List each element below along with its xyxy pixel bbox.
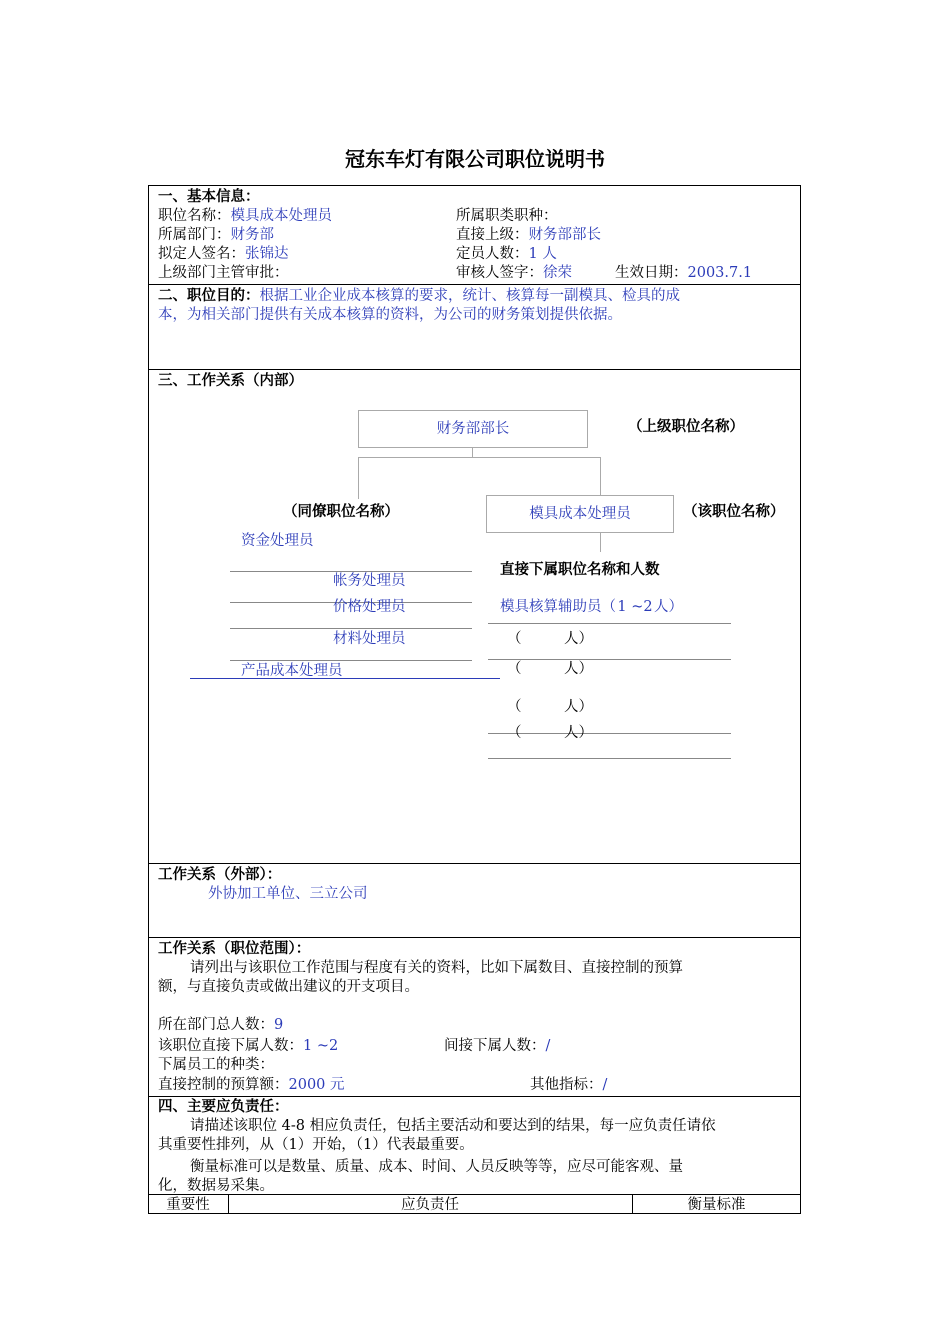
sub-types-label: 下属员工的种类： — [158, 1057, 274, 1073]
superior-value: 财务部部长 — [528, 227, 601, 243]
drafter-row — [158, 245, 289, 264]
superior-label: 直接上级： — [456, 227, 529, 243]
peer-note: （同僚职位名称） — [283, 504, 399, 520]
sub-line-4 — [488, 733, 731, 734]
position-value: 模具成本处理员 — [230, 208, 332, 224]
duties-heading: 四、主要应负责任： — [158, 1099, 289, 1115]
indirect-sub-label: 间接下属人数： — [444, 1038, 546, 1054]
divider-external — [148, 937, 801, 938]
sub-item-1-name: 模具核算辅助员（ — [500, 599, 616, 615]
position-label: 职位名称： — [158, 208, 231, 224]
direct-sub-label: 该职位直接下属人数： — [158, 1038, 303, 1054]
basic-heading: 一、基本信息： — [158, 189, 260, 205]
purpose-line-1 — [158, 287, 680, 306]
effective-label: 生效日期： — [615, 265, 688, 281]
effective-value: 2003.7.1 — [687, 265, 753, 281]
col-header-standard: 衡量标准 — [687, 1197, 746, 1213]
headcount-row — [456, 245, 557, 264]
indirect-sub-row — [444, 1037, 550, 1056]
sub-item-1 — [500, 598, 683, 617]
self-note: （该职位名称） — [683, 504, 785, 520]
duties-desc-1a: 请描述该职位 4-8 相应负责任，包括主要活动和要达到的结果，每一应负责任请依 — [190, 1118, 716, 1134]
headcount-value: 1 人 — [528, 246, 557, 262]
org-connector-horizontal — [358, 457, 600, 458]
divider-basic — [148, 284, 801, 285]
duties-desc-2a: 衡量标准可以是数量、质量、成本、时间、人员反映等等，应尽可能客观、量 — [190, 1159, 683, 1175]
budget-value: 2000 元 — [288, 1077, 345, 1093]
divider-scope — [148, 1096, 801, 1097]
page-title: 冠东车灯有限公司职位说明书 — [345, 147, 605, 171]
direct-sub-value: 1 ~2 — [303, 1038, 339, 1054]
self-box: 模具成本处理员 — [486, 495, 674, 533]
sub-line-1 — [488, 623, 731, 624]
dept-total-value: 9 — [274, 1017, 284, 1033]
sub-item-5-close: 人） — [564, 725, 593, 741]
duties-desc-2b: 化，数据易采集。 — [158, 1178, 274, 1194]
org-connector-sub — [600, 532, 601, 552]
org-connector-right — [600, 457, 601, 495]
col-header-importance: 重要性 — [166, 1197, 210, 1213]
sub-item-4-open: （ — [507, 699, 522, 715]
sub-item-1-unit: 人） — [654, 599, 683, 615]
sub-item-3-open: （ — [507, 661, 522, 677]
direct-sub-row — [158, 1037, 338, 1056]
purpose-text-1: 根据工业企业成本核算的要求，统计、核算每一副模具、检具的成 — [259, 288, 680, 304]
org-connector-left — [358, 457, 359, 499]
reviewer-value: 徐荣 — [543, 265, 572, 281]
col-header-duty: 应负责任 — [401, 1197, 459, 1213]
duties-desc-1b: 其重要性排列，从（1）开始，（1）代表最重要。 — [158, 1137, 474, 1153]
peer-item-1: 资金处理员 — [241, 533, 314, 549]
indirect-sub-value: / — [545, 1038, 551, 1054]
org-connector-down — [472, 447, 473, 457]
external-heading: 工作关系（外部）： — [158, 867, 282, 883]
purpose-text-2: 本，为相关部门提供有关成本核算的资料，为公司的财务策划提供依据。 — [158, 307, 622, 323]
reviewer-label: 审核人签字： — [456, 265, 543, 281]
other-row — [530, 1076, 607, 1095]
external-value: 外协加工单位、三立公司 — [208, 886, 368, 902]
subordinates-heading: 直接下属职位名称和人数 — [500, 562, 660, 578]
sub-item-4-close: 人） — [564, 699, 593, 715]
peer-line-3 — [230, 628, 472, 629]
dept-total-row — [158, 1016, 283, 1035]
budget-label: 直接控制的预算额： — [158, 1077, 289, 1093]
sub-line-2 — [488, 659, 731, 660]
approver-label: 上级部门主管审批： — [158, 265, 289, 281]
position-name-row — [158, 207, 332, 226]
sub-line-5 — [488, 758, 731, 759]
category-label: 所属职类职种： — [456, 208, 558, 224]
dept-row — [158, 226, 274, 245]
dept-total-label: 所在部门总人数： — [158, 1017, 274, 1033]
drafter-value: 张锦达 — [245, 246, 289, 262]
budget-row — [158, 1076, 345, 1095]
divider-purpose — [148, 369, 801, 370]
reviewer-row — [456, 264, 572, 283]
sub-item-2-open: （ — [507, 631, 522, 647]
peer-item-2: 帐务处理员 — [333, 573, 406, 589]
peer-line-4 — [230, 660, 472, 661]
peer-item-3: 价格处理员 — [333, 599, 406, 615]
divider-internal — [148, 863, 801, 864]
sub-item-2-close: 人） — [564, 631, 593, 647]
peer-line-5 — [190, 678, 500, 679]
scope-desc-1: 请列出与该职位工作范围与程度有关的资料，比如下属数目、直接控制的预算 — [190, 960, 683, 976]
peer-item-5: 产品成本处理员 — [241, 663, 343, 679]
superior-box: 财务部部长 — [358, 410, 588, 448]
other-value: / — [602, 1077, 608, 1093]
internal-heading: 三、工作关系（内部） — [158, 373, 303, 389]
sub-item-1-count: 1 ~2 — [617, 599, 653, 615]
superior-note: （上级职位名称） — [628, 419, 744, 435]
other-label: 其他指标： — [530, 1077, 603, 1093]
purpose-heading: 二、职位目的： — [158, 288, 260, 304]
headcount-label: 定员人数： — [456, 246, 529, 262]
scope-desc-2: 额，与直接负责或做出建议的开支项目。 — [158, 979, 419, 995]
effective-row — [615, 264, 752, 283]
sub-item-3-close: 人） — [564, 661, 593, 677]
drafter-label: 拟定人签名： — [158, 246, 245, 262]
dept-value: 财务部 — [230, 227, 274, 243]
scope-heading: 工作关系（职位范围）： — [158, 941, 311, 957]
dept-label: 所属部门： — [158, 227, 231, 243]
superior-row — [456, 226, 601, 245]
sub-item-5-open: （ — [507, 725, 522, 741]
peer-item-4: 材料处理员 — [333, 631, 406, 647]
